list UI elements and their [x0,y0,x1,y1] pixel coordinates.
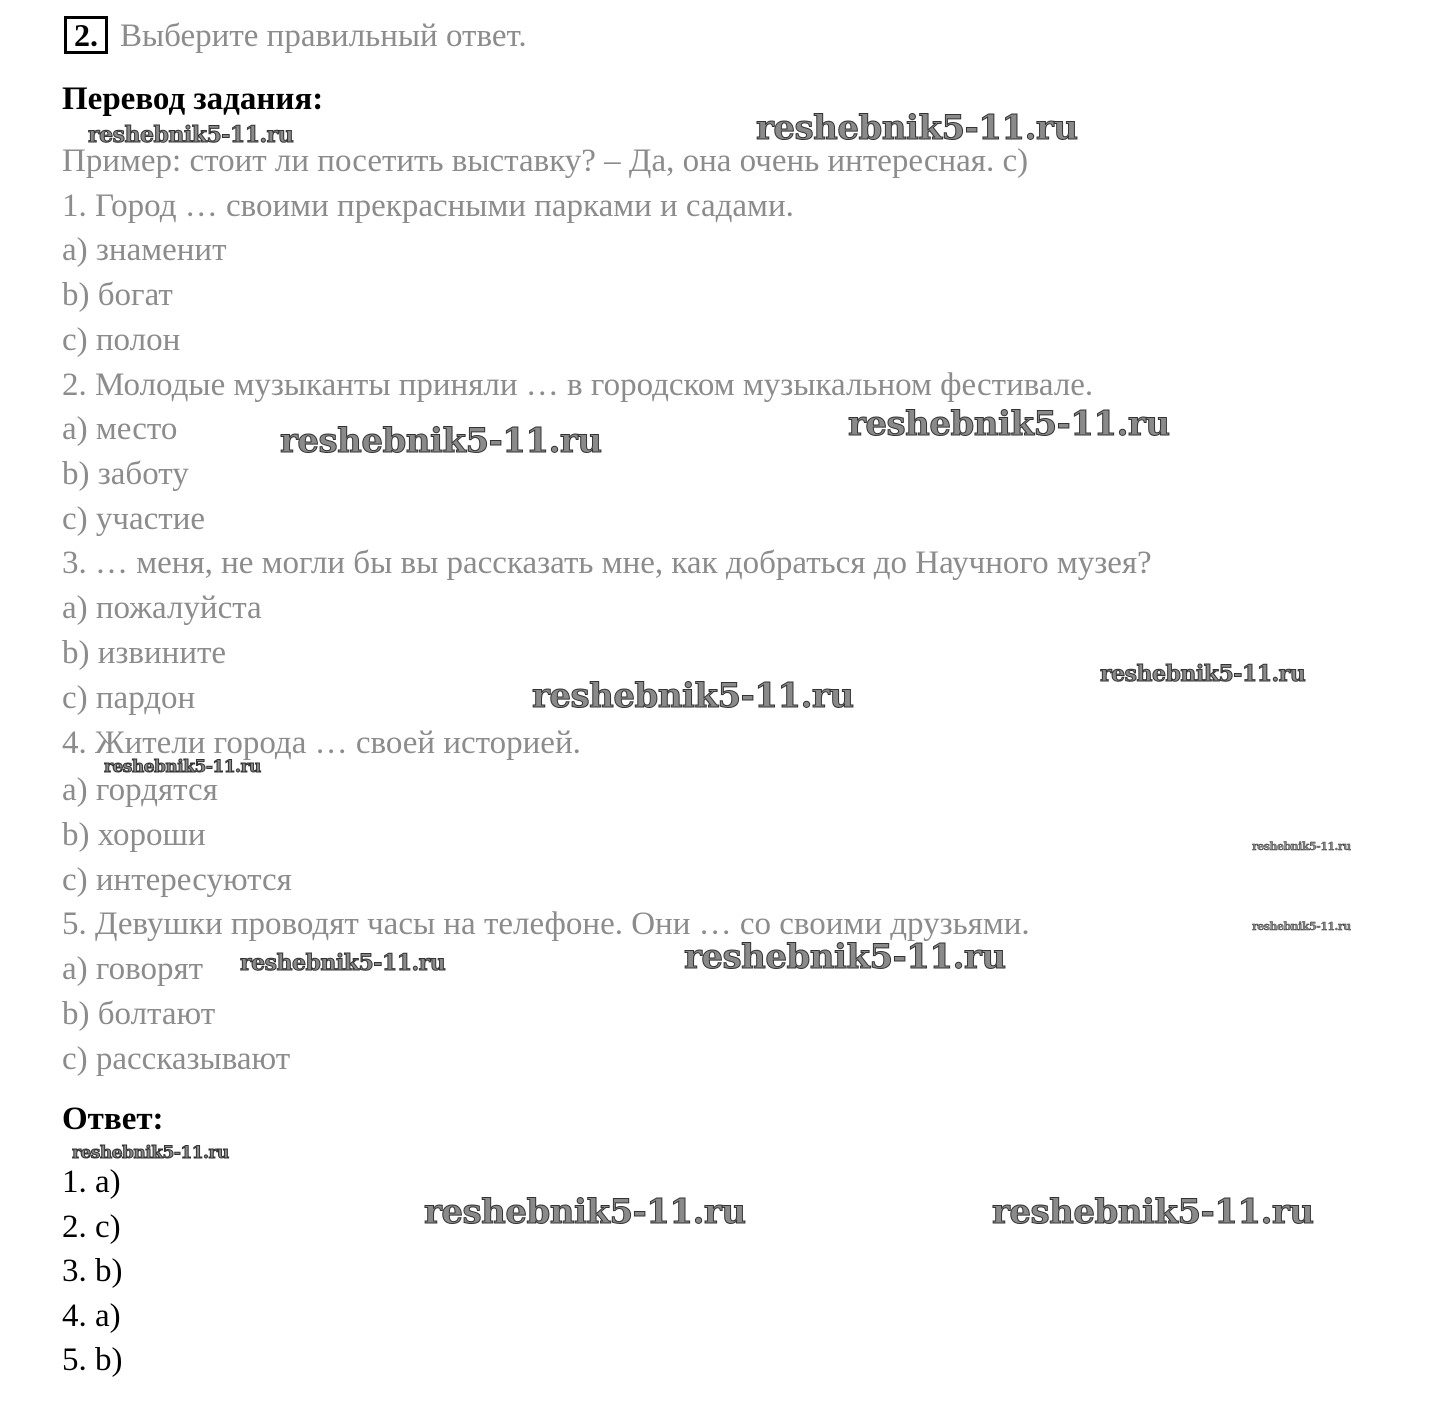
question-5-option-c: c) рассказывают [62,1041,291,1077]
answer-3: 3. b) [62,1253,123,1289]
task-number-box: 2. [64,16,108,54]
watermark: reshebnik5-11.ru [88,122,294,148]
translation-heading: Перевод задания: [62,81,324,117]
watermark: reshebnik5-11.ru [104,757,261,777]
answer-1: 1. a) [62,1164,121,1200]
question-3-option-b: b) извините [62,635,227,671]
answer-2: 2. c) [62,1209,121,1245]
watermark: reshebnik5-11.ru [992,1192,1314,1232]
question-5-option-a: a) говорят [62,951,204,987]
example-line: Пример: стоит ли посетить выставку? – Да, она очень интересная. c) [62,143,1029,179]
watermark: reshebnik5-11.ru [684,937,1006,977]
question-3: 3. … меня, не могли бы вы рассказать мне, как добраться до Научного музея? [62,545,1152,581]
question-4: 4. Жители города … своей историей. [62,725,581,761]
question-2-option-c: c) участие [62,501,206,537]
watermark: reshebnik5-11.ru [1100,661,1306,687]
watermark: reshebnik5-11.ru [848,404,1170,444]
question-1-option-a: a) знаменит [62,232,227,268]
watermark: reshebnik5-11.ru [1252,920,1351,933]
question-1-option-b: b) богат [62,277,173,313]
answer-4: 4. a) [62,1298,121,1334]
answer-5: 5. b) [62,1342,123,1378]
question-1-option-c: c) полон [62,322,181,358]
watermark: reshebnik5-11.ru [756,108,1078,148]
watermark: reshebnik5-11.ru [280,421,602,461]
question-2-option-b: b) заботу [62,456,189,492]
question-3-option-c: c) пардон [62,680,196,716]
question-4-option-c: c) интересуются [62,862,292,898]
task-instruction: Выберите правильный ответ. [120,18,527,54]
watermark: reshebnik5-11.ru [424,1192,746,1232]
question-2: 2. Молодые музыканты приняли … в городском музыкальном фестивале. [62,367,1094,403]
answer-heading: Ответ: [62,1101,164,1137]
watermark: reshebnik5-11.ru [1252,840,1351,853]
question-5-option-b: b) болтают [62,996,216,1032]
watermark: reshebnik5-11.ru [72,1143,229,1163]
question-2-option-a: a) место [62,411,178,447]
watermark: reshebnik5-11.ru [532,676,854,716]
question-3-option-a: a) пожалуйста [62,590,262,626]
question-1: 1. Город … своими прекрасными парками и садами. [62,188,794,224]
question-4-option-a: a) гордятся [62,772,218,808]
question-4-option-b: b) хороши [62,817,206,853]
question-5: 5. Девушки проводят часы на телефоне. Они … со своими друзьями. [62,906,1030,942]
watermark: reshebnik5-11.ru [240,950,446,976]
